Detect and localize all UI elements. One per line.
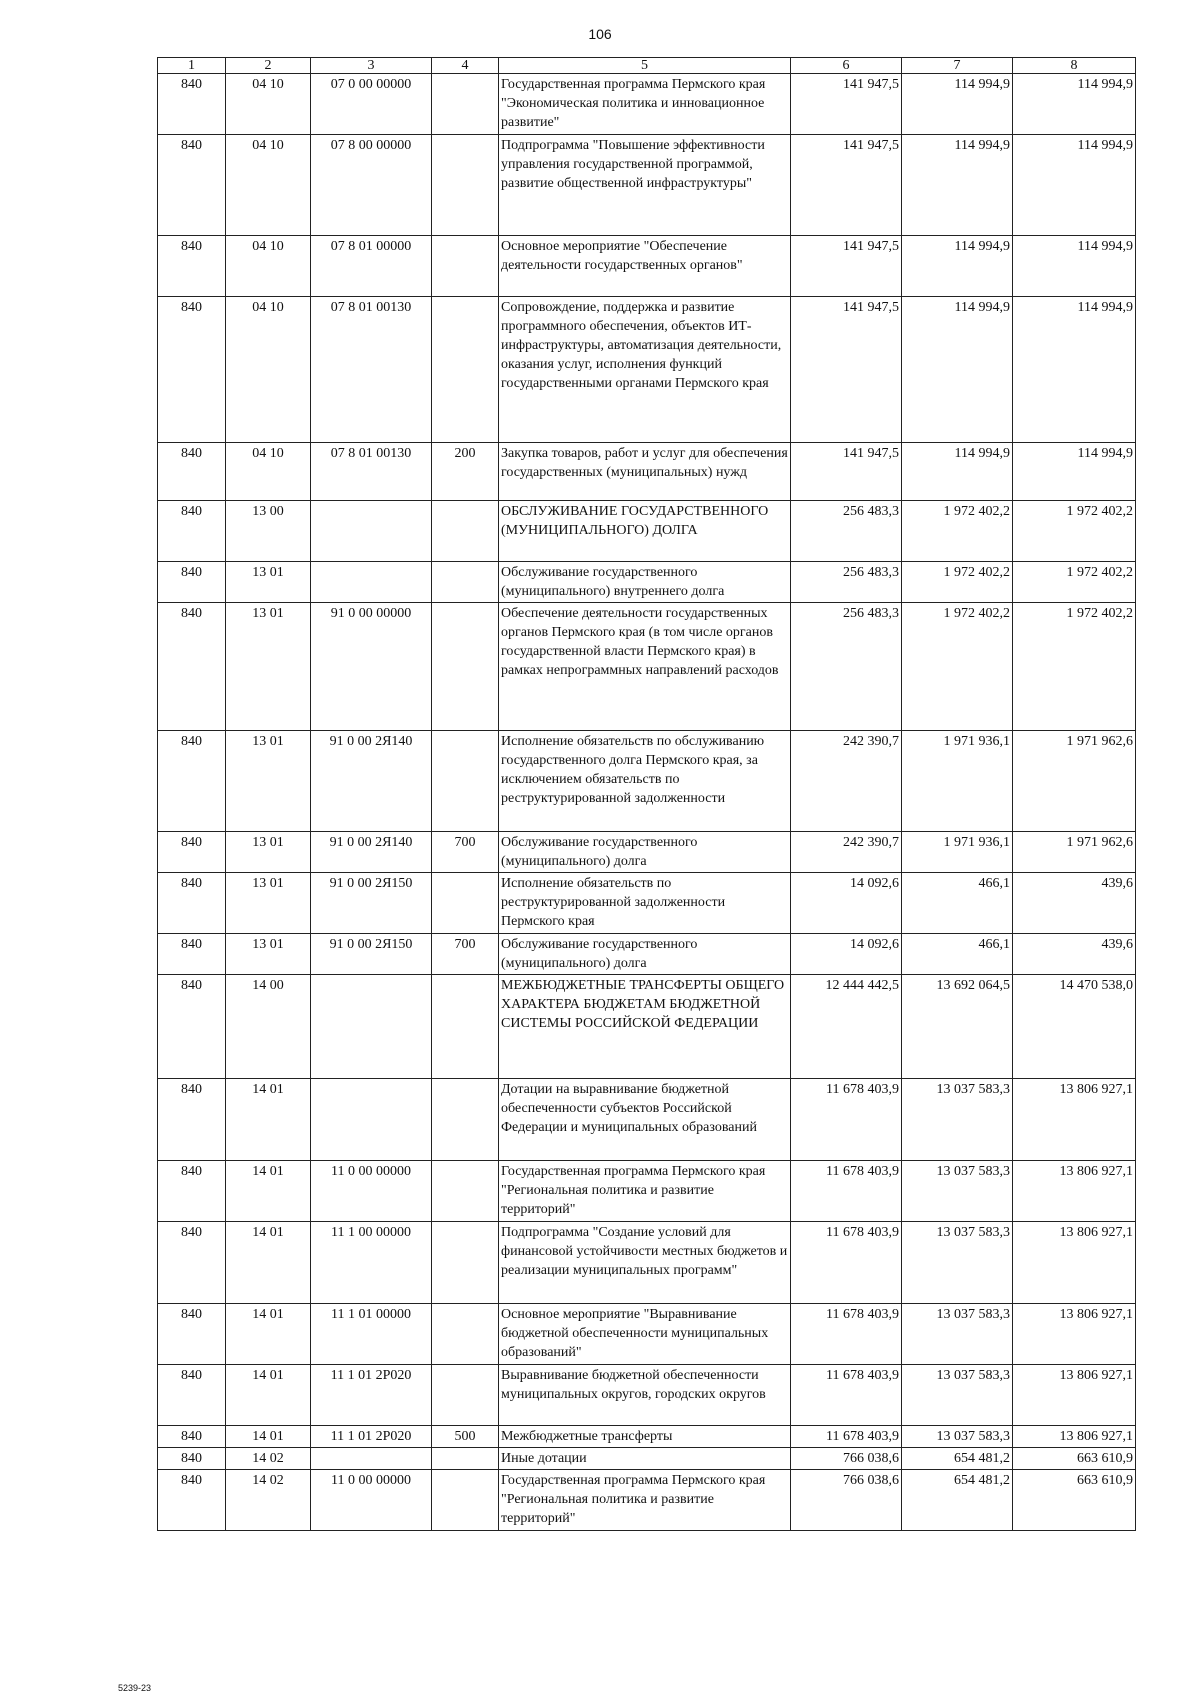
table-row: [158, 1161, 1136, 1222]
cell-ved: 840: [158, 832, 226, 873]
budget-table: [157, 57, 1136, 1531]
cell-ved: 840: [158, 1222, 226, 1304]
cell-expense-type: 200: [432, 443, 499, 501]
cell-amount-year1: 242 390,7: [791, 731, 902, 832]
cell-name: Обслуживание государственного (муниципального) долга: [499, 934, 791, 975]
cell-expense-type: [432, 1161, 499, 1222]
column-header: 1: [158, 58, 226, 74]
cell-amount-year3: 114 994,9: [1013, 236, 1136, 297]
cell-amount-year1: 141 947,5: [791, 236, 902, 297]
cell-section: 13 01: [226, 603, 311, 731]
cell-target-article: 11 1 01 2Р020: [311, 1426, 432, 1448]
cell-target-article: 11 0 00 00000: [311, 1470, 432, 1531]
cell-amount-year1: 141 947,5: [791, 443, 902, 501]
cell-amount-year2: 114 994,9: [902, 135, 1013, 236]
cell-amount-year1: 12 444 442,5: [791, 975, 902, 1079]
cell-amount-year1: 11 678 403,9: [791, 1222, 902, 1304]
cell-expense-type: [432, 74, 499, 135]
cell-name: Обслуживание государственного (муниципального) долга: [499, 832, 791, 873]
cell-amount-year2: 466,1: [902, 873, 1013, 934]
cell-ved: 840: [158, 934, 226, 975]
cell-expense-type: [432, 1304, 499, 1365]
cell-section: 14 01: [226, 1304, 311, 1365]
cell-name: МЕЖБЮДЖЕТНЫЕ ТРАНСФЕРТЫ ОБЩЕГО ХАРАКТЕРА БЮДЖЕТАМ БЮДЖЕТНОЙ СИСТЕМЫ РОССИЙСКОЙ ФЕДЕРАЦИИ: [499, 975, 791, 1079]
cell-target-article: 91 0 00 2Я140: [311, 731, 432, 832]
cell-name: Подпрограмма "Создание условий для финансовой устойчивости местных бюджетов и реализации муниципальных программ": [499, 1222, 791, 1304]
cell-amount-year2: 1 972 402,2: [902, 562, 1013, 603]
cell-ved: 840: [158, 236, 226, 297]
cell-expense-type: [432, 1079, 499, 1161]
cell-amount-year2: 1 972 402,2: [902, 501, 1013, 562]
cell-section: 04 10: [226, 236, 311, 297]
cell-amount-year3: 1 971 962,6: [1013, 832, 1136, 873]
cell-amount-year1: 11 678 403,9: [791, 1426, 902, 1448]
cell-section: 13 01: [226, 562, 311, 603]
cell-ved: 840: [158, 975, 226, 1079]
cell-ved: 840: [158, 135, 226, 236]
cell-expense-type: [432, 731, 499, 832]
cell-amount-year3: 439,6: [1013, 934, 1136, 975]
cell-amount-year1: 11 678 403,9: [791, 1365, 902, 1426]
cell-target-article: 07 8 01 00130: [311, 443, 432, 501]
table-row: [158, 603, 1136, 731]
table-row: [158, 236, 1136, 297]
table-row: [158, 135, 1136, 236]
table-row: [158, 731, 1136, 832]
cell-expense-type: [432, 1448, 499, 1470]
cell-amount-year3: 1 972 402,2: [1013, 603, 1136, 731]
cell-ved: 840: [158, 74, 226, 135]
cell-section: 13 01: [226, 832, 311, 873]
cell-name: Выравнивание бюджетной обеспеченности муниципальных округов, городских округов: [499, 1365, 791, 1426]
cell-amount-year1: 242 390,7: [791, 832, 902, 873]
cell-section: 14 01: [226, 1161, 311, 1222]
cell-amount-year1: 766 038,6: [791, 1448, 902, 1470]
cell-ved: 840: [158, 443, 226, 501]
cell-target-article: 91 0 00 2Я150: [311, 873, 432, 934]
table-row: [158, 1470, 1136, 1531]
cell-expense-type: [432, 297, 499, 443]
cell-amount-year1: 256 483,3: [791, 603, 902, 731]
cell-amount-year3: 13 806 927,1: [1013, 1304, 1136, 1365]
cell-amount-year2: 466,1: [902, 934, 1013, 975]
cell-amount-year2: 654 481,2: [902, 1470, 1013, 1531]
table-row: [158, 1448, 1136, 1470]
cell-name: Основное мероприятие "Выравнивание бюджетной обеспеченности муниципальных образований": [499, 1304, 791, 1365]
table-row: [158, 934, 1136, 975]
column-header: 8: [1013, 58, 1136, 74]
cell-amount-year3: 13 806 927,1: [1013, 1365, 1136, 1426]
cell-amount-year2: 13 037 583,3: [902, 1304, 1013, 1365]
cell-amount-year2: 13 037 583,3: [902, 1365, 1013, 1426]
table-row: [158, 832, 1136, 873]
column-header: 7: [902, 58, 1013, 74]
cell-name: Закупка товаров, работ и услуг для обеспечения государственных (муниципальных) нужд: [499, 443, 791, 501]
page-number: 106: [588, 26, 612, 42]
cell-expense-type: [432, 562, 499, 603]
cell-amount-year1: 14 092,6: [791, 934, 902, 975]
cell-amount-year1: 256 483,3: [791, 562, 902, 603]
cell-amount-year2: 114 994,9: [902, 297, 1013, 443]
cell-ved: 840: [158, 731, 226, 832]
cell-amount-year3: 114 994,9: [1013, 74, 1136, 135]
cell-section: 04 10: [226, 74, 311, 135]
cell-amount-year3: 13 806 927,1: [1013, 1161, 1136, 1222]
cell-section: 14 00: [226, 975, 311, 1079]
cell-name: Межбюджетные трансферты: [499, 1426, 791, 1448]
cell-expense-type: [432, 1365, 499, 1426]
cell-section: 04 10: [226, 297, 311, 443]
cell-amount-year2: 1 971 936,1: [902, 731, 1013, 832]
cell-target-article: [311, 501, 432, 562]
table-row: [158, 1426, 1136, 1448]
cell-section: 14 01: [226, 1426, 311, 1448]
cell-ved: 840: [158, 1470, 226, 1531]
cell-amount-year3: 13 806 927,1: [1013, 1222, 1136, 1304]
cell-name: Государственная программа Пермского края "Экономическая политика и инновационное развитие": [499, 74, 791, 135]
cell-amount-year1: 11 678 403,9: [791, 1079, 902, 1161]
table-row: [158, 1222, 1136, 1304]
cell-section: 13 00: [226, 501, 311, 562]
cell-name: Дотации на выравнивание бюджетной обеспеченности субъектов Российской Федерации и муниципальных образований: [499, 1079, 791, 1161]
cell-expense-type: [432, 1470, 499, 1531]
cell-amount-year3: 114 994,9: [1013, 297, 1136, 443]
cell-expense-type: [432, 501, 499, 562]
cell-amount-year2: 13 037 583,3: [902, 1426, 1013, 1448]
cell-target-article: 07 8 01 00130: [311, 297, 432, 443]
cell-amount-year1: 11 678 403,9: [791, 1304, 902, 1365]
cell-amount-year3: 1 971 962,6: [1013, 731, 1136, 832]
cell-expense-type: [432, 135, 499, 236]
cell-amount-year2: 654 481,2: [902, 1448, 1013, 1470]
cell-section: 13 01: [226, 873, 311, 934]
cell-ved: 840: [158, 603, 226, 731]
cell-name: Обеспечение деятельности государственных органов Пермского края (в том числе органов государственной власти Пермского края) в рамках непрограммных направлений расходов: [499, 603, 791, 731]
cell-ved: 840: [158, 501, 226, 562]
cell-target-article: 11 1 01 00000: [311, 1304, 432, 1365]
cell-amount-year2: 13 037 583,3: [902, 1079, 1013, 1161]
table-row: [158, 975, 1136, 1079]
cell-section: 14 01: [226, 1079, 311, 1161]
cell-amount-year3: 114 994,9: [1013, 443, 1136, 501]
cell-amount-year1: 766 038,6: [791, 1470, 902, 1531]
cell-ved: 840: [158, 562, 226, 603]
cell-expense-type: [432, 1222, 499, 1304]
cell-amount-year2: 114 994,9: [902, 236, 1013, 297]
header-row: [158, 58, 1136, 74]
cell-ved: 840: [158, 1161, 226, 1222]
cell-name: Государственная программа Пермского края "Региональная политика и развитие территорий": [499, 1470, 791, 1531]
cell-target-article: 91 0 00 2Я150: [311, 934, 432, 975]
cell-target-article: [311, 1448, 432, 1470]
cell-amount-year2: 1 972 402,2: [902, 603, 1013, 731]
cell-section: 14 01: [226, 1222, 311, 1304]
cell-target-article: 11 1 00 00000: [311, 1222, 432, 1304]
cell-amount-year3: 1 972 402,2: [1013, 562, 1136, 603]
cell-amount-year1: 11 678 403,9: [791, 1161, 902, 1222]
cell-name: Иные дотации: [499, 1448, 791, 1470]
cell-name: Исполнение обязательств по обслуживанию государственного долга Пермского края, за исключением обязательств по реструктурированной задолженности: [499, 731, 791, 832]
cell-amount-year1: 141 947,5: [791, 135, 902, 236]
cell-amount-year3: 1 972 402,2: [1013, 501, 1136, 562]
cell-ved: 840: [158, 1426, 226, 1448]
cell-section: 14 02: [226, 1448, 311, 1470]
cell-amount-year3: 663 610,9: [1013, 1448, 1136, 1470]
cell-ved: 840: [158, 873, 226, 934]
cell-target-article: 11 0 00 00000: [311, 1161, 432, 1222]
cell-expense-type: [432, 603, 499, 731]
table-row: [158, 873, 1136, 934]
cell-amount-year2: 13 037 583,3: [902, 1222, 1013, 1304]
cell-target-article: 91 0 00 2Я140: [311, 832, 432, 873]
cell-amount-year1: 141 947,5: [791, 74, 902, 135]
cell-ved: 840: [158, 1448, 226, 1470]
cell-section: 13 01: [226, 731, 311, 832]
cell-name: Сопровождение, поддержка и развитие программного обеспечения, объектов ИТ-инфраструктуры, автоматизация деятельности, оказания услуг, исполнения функций государственными органами Пермского края: [499, 297, 791, 443]
cell-target-article: [311, 562, 432, 603]
cell-amount-year2: 114 994,9: [902, 443, 1013, 501]
cell-target-article: 07 8 01 00000: [311, 236, 432, 297]
cell-name: ОБСЛУЖИВАНИЕ ГОСУДАРСТВЕННОГО (МУНИЦИПАЛЬНОГО) ДОЛГА: [499, 501, 791, 562]
cell-amount-year1: 14 092,6: [791, 873, 902, 934]
cell-target-article: 11 1 01 2Р020: [311, 1365, 432, 1426]
cell-amount-year2: 13 692 064,5: [902, 975, 1013, 1079]
cell-amount-year1: 141 947,5: [791, 297, 902, 443]
cell-section: 14 01: [226, 1365, 311, 1426]
cell-expense-type: 700: [432, 832, 499, 873]
cell-section: 04 10: [226, 135, 311, 236]
table-row: [158, 1304, 1136, 1365]
cell-amount-year3: 13 806 927,1: [1013, 1079, 1136, 1161]
cell-name: Государственная программа Пермского края "Региональная политика и развитие территорий": [499, 1161, 791, 1222]
cell-name: Обслуживание государственного (муниципального) внутреннего долга: [499, 562, 791, 603]
column-header: 2: [226, 58, 311, 74]
column-header: 4: [432, 58, 499, 74]
cell-expense-type: [432, 975, 499, 1079]
column-header: 6: [791, 58, 902, 74]
cell-section: 14 02: [226, 1470, 311, 1531]
cell-target-article: 07 8 00 00000: [311, 135, 432, 236]
cell-name: Основное мероприятие "Обеспечение деятельности государственных органов": [499, 236, 791, 297]
cell-ved: 840: [158, 297, 226, 443]
cell-ved: 840: [158, 1304, 226, 1365]
table-row: [158, 297, 1136, 443]
cell-amount-year3: 439,6: [1013, 873, 1136, 934]
cell-name: Исполнение обязательств по реструктурированной задолженности Пермского края: [499, 873, 791, 934]
cell-expense-type: 700: [432, 934, 499, 975]
cell-target-article: [311, 1079, 432, 1161]
column-header: 5: [499, 58, 791, 74]
cell-amount-year2: 1 971 936,1: [902, 832, 1013, 873]
cell-expense-type: [432, 236, 499, 297]
cell-target-article: [311, 975, 432, 1079]
cell-amount-year1: 256 483,3: [791, 501, 902, 562]
table-row: [158, 1079, 1136, 1161]
cell-amount-year2: 114 994,9: [902, 74, 1013, 135]
cell-amount-year2: 13 037 583,3: [902, 1161, 1013, 1222]
cell-ved: 840: [158, 1365, 226, 1426]
cell-amount-year3: 114 994,9: [1013, 135, 1136, 236]
cell-ved: 840: [158, 1079, 226, 1161]
table-row: [158, 562, 1136, 603]
table-row: [158, 501, 1136, 562]
table-row: [158, 443, 1136, 501]
cell-section: 04 10: [226, 443, 311, 501]
table-row: [158, 1365, 1136, 1426]
cell-name: Подпрограмма "Повышение эффективности управления государственной программой, развитие общественной инфраструктуры": [499, 135, 791, 236]
table-row: [158, 74, 1136, 135]
cell-expense-type: 500: [432, 1426, 499, 1448]
cell-target-article: 91 0 00 00000: [311, 603, 432, 731]
cell-target-article: 07 0 00 00000: [311, 74, 432, 135]
cell-amount-year3: 14 470 538,0: [1013, 975, 1136, 1079]
cell-amount-year3: 13 806 927,1: [1013, 1426, 1136, 1448]
column-header: 3: [311, 58, 432, 74]
cell-section: 13 01: [226, 934, 311, 975]
document-code: 5239-23: [118, 1683, 152, 1693]
cell-amount-year3: 663 610,9: [1013, 1470, 1136, 1531]
cell-expense-type: [432, 873, 499, 934]
